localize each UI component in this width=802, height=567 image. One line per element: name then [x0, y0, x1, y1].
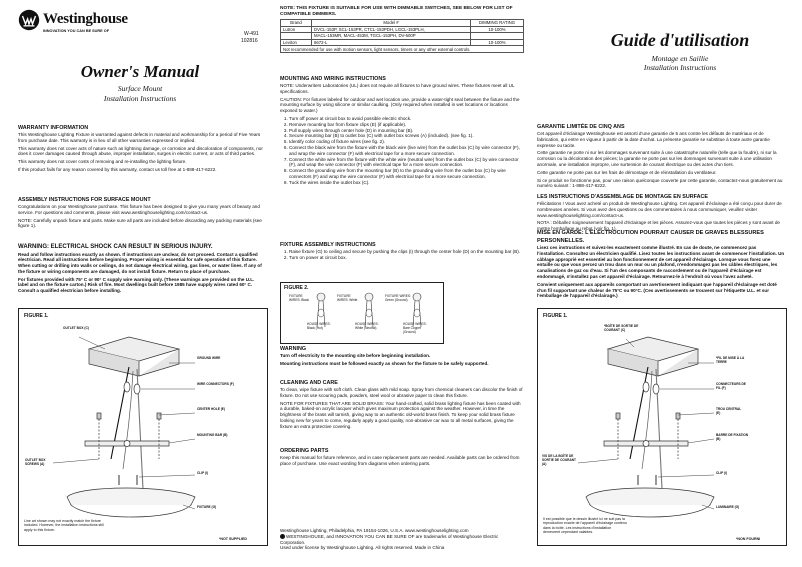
surface-mount-diagram [19, 309, 267, 545]
table-cell [471, 33, 524, 40]
westinghouse-w-icon [18, 9, 40, 31]
page-title: Owner's Manual [80, 62, 200, 81]
table-cell: MACL-153MR, MACL-453M, TGCL-153PH, DV-600P [312, 33, 471, 40]
page-subtitle: Surface Mount [117, 84, 163, 93]
section-heading: WARRANTY INFORMATION [18, 125, 89, 131]
table-cell: 10-100% [471, 39, 524, 46]
figure-label: FIGURE 2. [284, 285, 309, 291]
callout-mounting-bar: MOUNTING BAR (B) [197, 433, 228, 437]
model-number: 102816 [241, 38, 258, 44]
paragraph: Cette garantie ne porte pas sur les frais de démontage et de réinstallation du ventilateur. [537, 169, 717, 175]
section-heading: CLEANING AND CARE [280, 380, 338, 386]
figure-label: FIGURE 1. [24, 313, 49, 319]
table-header-row [281, 20, 524, 27]
dimmer-table [280, 19, 524, 53]
paragraph: If this product fails for any reason covered by this warranty, contact us toll free at 1-888-417-6222. [18, 166, 217, 172]
callout-ground-wire: GROUND WIRE [197, 356, 221, 360]
callout-ground-wire: *FIL DE MISE À LA TERRE [716, 356, 745, 364]
table-cell: Leviton [281, 39, 312, 46]
mounting-steps [280, 116, 524, 186]
callout-outlet-box-screws: OUTLET BOX SCREWS (A) [25, 458, 46, 466]
list-item: 3. Pull supply wires through center hole (D) in mounting bar (B). [289, 128, 524, 134]
warning-text: Lisez ces instructions et suivez-les exactement comme illustré. En cas de doute, ne commencez pas l'installation. Consultez un électricien qualifié. Lisez toutes les instructions avant de commencer l'installation. Un câblage approprié est essentiel au bon fonctionnement de cet appareil d'éclairage. Lorsque vous forez une entaille ou que vous percez un trou dans un mur ou un plafond, n'endommagez pas les câbles électriques, les canalisations de gaz ou d'eau. Si l'un des composants de raccordement ou de l'appareil d'éclairage est endommagé, n'installez pas cet appareil d'éclairage. Retournez-le à l'endroit où vous l'avez acheté. [537, 245, 785, 279]
footer-trademark: WESTINGHOUSE, and INNOVATION YOU CAN BE SURE OF are trademarks of Westinghouse Electric Corporation. [280, 533, 499, 545]
mounting-section [280, 76, 524, 186]
table-footnote: Not recommended for use with motion sensors, light sensors, timers or any other external controls. [281, 46, 524, 53]
paragraph: Cette garantie ne porte ni sur les dommages survenant suite à une catastrophe naturelle (telle que la foudre), ni sur la corrosion ou la décoloration des pièces; la garantie ne porte pas sur les dommages survenant suite à une utilisation anormale, une installation impropre, une surtension de courant électrique ou des actes d'un tiers. [537, 150, 777, 167]
paragraph: To clean, wipe fixture with soft cloth. Clean glass with mild soap. Spray from chemical cleaners can discolor the finish of fixture. Do not use scouring pads, powders, steel wool or abrasive paper to clean this fixture. [280, 387, 523, 398]
section-heading: ASSEMBLY INSTRUCTIONS FOR SURFACE MOUNT [18, 197, 151, 203]
list-item: 6. Connect the black wire from the fixture with the black wire (live wire) from the outlet box (C) by wire connector (F), and wrap the wire connector (F) with electrical tape for a more secure connection. [289, 145, 524, 157]
fixture-assembly-section [280, 242, 524, 261]
section-heading: FIXTURE ASSEMBLY INSTRUCTIONS [280, 242, 376, 248]
house-wire-label: HOUSE WIRES: Bare Copper (Ground) [403, 322, 427, 334]
paragraph: This warranty does not cover acts of nature such as lightning damage, or corrosion and discoloration of components, nor does it cover damages caused through abuse, improper installation, surges in electric current, or acts of third parties. [18, 145, 263, 157]
warning-text: Convient uniquement aux appareils comportant un avertissement indiquant que l'appareil d'éclairage est doté d'un fil supportant une chaleur de 75°C ou 90°C. (Ces avertissements se trouvent sur l'étiquette U.L. et sur l'emballage de l'appareil d'éclairage.) [537, 281, 777, 299]
figure-disclaimer: Il est possible que le dessin illustré ici ne soit pas la reproduction exacte de l'appareil d'éclairage contenu dans la boîte. Les instructions d'installation demeurent cependant valables. [543, 517, 627, 535]
callout-outlet-box-screws: VIS DE LA BOÎTE DE SORTIE DE COURANT (A) [542, 454, 577, 466]
callout-fixture: FIXTURE (G) [197, 505, 217, 509]
figure-1-fr [537, 308, 787, 546]
callout-outlet-box: OUTLET BOX (C) [63, 326, 89, 330]
section-heading: WARNING [280, 346, 307, 352]
table-cell: 6672-L [312, 39, 471, 46]
paragraph: NOTE: Carefully unpack fixture and parts. Make sure all parts are included before discarding any packing materials (see figure 1). [18, 217, 262, 229]
dimming-note: NOTE: THIS FIXTURE IS SUITABLE FOR USE WITH DIMMABLE SWITCHES, SEE BELOW FOR LIST OF COMPATIBLE DIMMERS. [280, 6, 513, 17]
paragraph: CAUTION: For fixtures labeled for outdoor and wet location use, provide a water-tight seal between the fixture and the mounting surface by using silicone or similar caulking. (Only required when installed in wet locations or locations exposed to water.) [280, 96, 520, 114]
parts-section [280, 448, 524, 467]
paragraph: Cet appareil d'éclairage Westinghouse est assorti d'une garantie de 5 ans contre les défauts de matériaux et de fabrication, qui entre en vigueur à partir de la date d'achat. La présente garantie se substitue à toute autre garantie expresse ou tacite. [537, 131, 770, 148]
warning-section [18, 244, 266, 294]
page-title-fr: Guide d'utilisation [610, 30, 750, 50]
section-heading: ORDERING PARTS [280, 448, 329, 454]
footer [280, 528, 524, 551]
dimming-section [280, 6, 524, 53]
figure-label: FIGURE 1. [543, 313, 568, 319]
brand-name: Westinghouse [43, 11, 128, 27]
page-subtitle-2: Installation Instructions [103, 94, 177, 103]
paragraph: NOTE: Underwriters Laboratories (UL) does not require all fixtures to have ground wires. These fixtures meet all UL specifications. [280, 83, 515, 94]
table-cell: Lutron [281, 26, 312, 33]
paragraph: Si ce produit ne fonctionne pas, pour une raison quelconque couverte par cette garantie, contactez-nous gratuitement au numéro suivant : 1-888-417-6222. [537, 177, 783, 189]
house-wire-label: HOUSE WIRES: White (Neutral) [355, 322, 379, 330]
model-code: W-491 [244, 31, 259, 37]
callout-mounting-bar: BARRE DE FIXATION (B) [716, 433, 749, 441]
fixture-wire-label: FIXTURE WIRES: Green (Ground) [385, 294, 411, 302]
page-subtitle-fr-2: Installation Instructions [643, 63, 717, 72]
warranty-section [18, 125, 266, 173]
list-item: 7. Connect the white wire from the fixture with the white wire (neutral wire) from the outlet box (C) by wire connector (F), and wrap the wire connector (F) with electrical tape for a more secure connection. [289, 157, 524, 169]
list-item: 9. Tuck the wires inside the outlet box (C). [289, 180, 524, 186]
assembly-section-fr [537, 194, 785, 232]
westinghouse-mark-icon [280, 534, 285, 539]
section-heading: GARANTIE LIMITÉE DE CINQ ANS [537, 124, 625, 130]
section-heading: MOUNTING AND WIRING INSTRUCTIONS [280, 76, 386, 82]
warranty-section-fr [537, 124, 785, 189]
callout-clip: CLIP (I) [197, 471, 209, 475]
fixture-steps [280, 249, 524, 261]
table-row [281, 26, 524, 33]
list-item: 1. Turn off power at circuit box to avoid possible electric shock. [289, 116, 524, 122]
footer-line: Used under license by Westinghouse Lighting. All rights reserved. Made in China [280, 545, 445, 551]
section-heading: LES INSTRUCTIONS D'ASSEMBLAGE DE MONTAGE EN SURFACE [537, 194, 708, 200]
house-wire-label: HOUSE WIRES: Black (Hot) [307, 322, 331, 330]
fixture-wire-label: FIXTURE WIRES: White [337, 294, 358, 302]
figure-1 [18, 308, 268, 546]
warning-section-fr [537, 230, 785, 299]
figure-2 [280, 282, 444, 344]
callout-wire-connectors: CONNECTEURS DE FIL (F) [716, 382, 746, 390]
paragraph: This warranty does not cover costs of removing and re-installing the lighting fixture. [18, 159, 187, 165]
warning-text: For fixtures provided with 75° C or 90° C supply wire warning only. (These warnings are provided on the U.L. label and on the fixture carton.) Risk of fire. Most dwellings built before 1985 have supply wires rated 60° C. Consult a qualified electrician before installing. [18, 276, 255, 294]
callout-clip: CLIP (I) [716, 471, 728, 475]
table-row [281, 39, 524, 46]
table-header: Model # [312, 20, 471, 27]
assembly-section [18, 197, 266, 229]
page-subtitle-fr: Montage en Saillie [651, 54, 709, 63]
list-item: 4. Secure mounting bar (B) to outlet box (C) with outlet box screws (A) (included). (see fig. 1). [289, 133, 524, 139]
callout-center-hole: TROU CENTRAL (E) [716, 407, 742, 415]
callout-center-hole: CENTER HOLE (E) [197, 407, 225, 411]
paragraph: Congratulations on your Westinghouse purchase. This fixture has been designed to give you many years of beauty and service. For questions and comments, please visit www.westinghouselighting.com/contact-us. [18, 204, 260, 215]
fixture-wire-label: FIXTURE WIRES: Black [289, 294, 310, 302]
brand-tagline: INNOVATION YOU CAN BE SURE OF [43, 29, 110, 33]
table-header: Brand [281, 20, 312, 27]
warning-heading: MISE EN GARDE: L'ÉLECTROCUTION POURRAIT CAUSER DE GRAVES BLESSURES PERSONNELLES. [537, 230, 764, 244]
callout-wire-connectors: WIRE CONNECTORS (F) [197, 382, 234, 386]
paragraph: This Westinghouse Lighting Fixture is warranted against defects in material and workmanship for a period of Five Years from purchase date. This warranty is in lieu of all other warranties expressed or implied. [18, 132, 261, 143]
callout-fixture: LUMINAIRE (G) [716, 505, 740, 509]
paragraph: NOTA : Déballez soigneusement l'appareil d'éclairage et les pièces. Assurez-vous que toutes les pièces y sont avant de mettre l'emballage au rebut (voir fig. 1). [537, 220, 780, 232]
figure-disclaimer: Line art shown may not exactly match the fixture included. However, the installation instructions still apply to this fixture. [24, 519, 104, 532]
care-section [280, 380, 524, 430]
list-item: 8. Connect the grounding wire from the mounting bar (B) to the grounding wire from the outlet box (C) by wire connectors (F) and wrap the wire connector (F) with electrical tape for a more secure connection. [289, 168, 524, 180]
list-item: 5. Identify color coding of fixture wires (see fig. 2). [289, 139, 524, 145]
brand-logo [18, 9, 138, 39]
table-cell: 10-100% [471, 26, 524, 33]
warning-text: Turn off electricity to the mounting site before beginning installation. [280, 353, 431, 358]
list-item: 2. Remove mounting bar from fixture clips (E) (if applicable). [289, 122, 524, 128]
callout-outlet-box: *BOÎTE DE SORTIE DE COURANT (C) [604, 324, 639, 332]
table-cell: DVCL-153P, SCL-153PR, CTCL-153PDH, LGCL-153PLH, [312, 26, 471, 33]
table-header: DIMMING RATING [471, 20, 524, 27]
list-item: 2. Turn on power at circuit box. [289, 255, 524, 261]
paragraph: NOTE FOR FIXTURES THAT ARE SOLID BRASS: Your hand-crafted, solid brass lighting fixture has been coated with a durable, baked-on acrylic lacquer which gives maximum protection against the weather. However, in time the brightness of the brass will tarnish, giving way to an authentic old-world brass finish. To keep your solid brass fixture looking new for years to come, regularly apply a good quality, non-abrasive car wax to all metal surfaces, giving the fixture an extra protective covering. [280, 400, 521, 429]
table-row [281, 46, 524, 53]
not-supplied-note: *NON FOURNI [736, 537, 761, 541]
not-supplied-note: *NOT SUPPLIED [219, 537, 247, 541]
footer-line: Westinghouse Lighting, Philadelphia, PA 19154-1026, U.S.A. www.westinghouselighting.com [280, 528, 469, 533]
warning-heading: WARNING: ELECTRICAL SHOCK CAN RESULT IN SERIOUS INJURY. [18, 244, 213, 250]
paragraph: Félicitations ! Vous avez acheté un produit de Westinghouse Lighting. Cet appareil d'éclairage a été conçu pour durer de nombreuses années. Si vous avez des questions ou des commentaires à nous communiquer, veuillez visiter www.westinghouselighting.com/contact-us. [537, 201, 782, 218]
table-row [281, 33, 524, 40]
warning-text: Mounting instructions must be followed exactly as shown for the fixture to be safely supported. [280, 360, 489, 366]
footer-line [280, 534, 524, 546]
paragraph: Keep this manual for future reference, and in case replacement parts are needed. Available parts can be ordered from place of purchase. Use exact wording from diagrams when ordering parts. [280, 455, 520, 466]
table-cell [281, 33, 312, 40]
warning-block [280, 346, 524, 367]
warning-text: Read and follow instructions exactly as shown. If instructions are unclear, do not proceed. Contact a qualified electrician. Read all instructions before beginning. Proper wiring is essential for safe operation of this fixture. When cutting or drilling into walls or ceilings, do not damage electrical wiring, gas lines, or water lines. If any of the fixture or wiring components are damaged, do not install fixture. Return to place of purchase. [18, 251, 262, 274]
list-item: 1. Raise fixture (G) to ceiling and secure by pushing the clips (I) through the center hole (D) on the mounting bar (B). [289, 249, 524, 255]
